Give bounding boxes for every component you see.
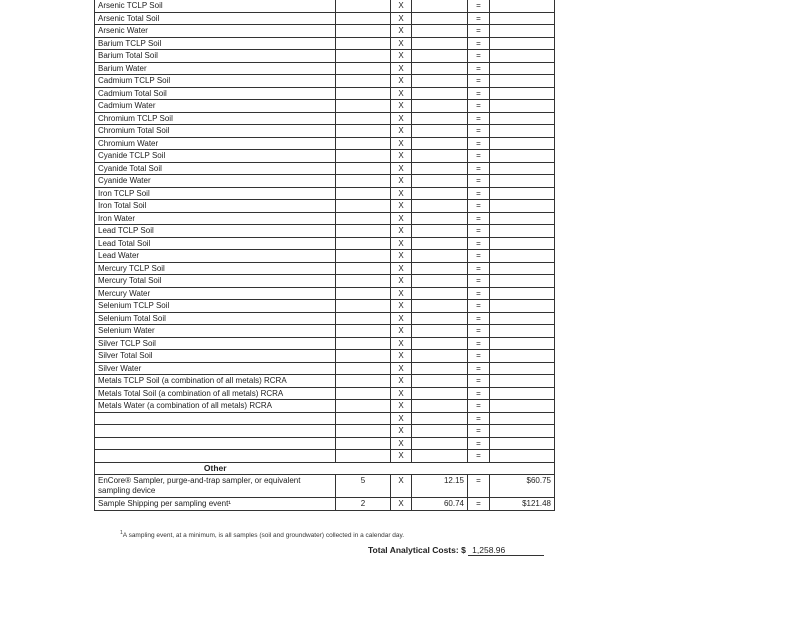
analyte-unit-cost xyxy=(412,325,468,338)
equals-sign: = xyxy=(468,62,490,75)
table-row xyxy=(95,300,555,313)
multiply-sign: X xyxy=(391,350,412,363)
analyte-unit-cost xyxy=(412,300,468,313)
analyte-qty xyxy=(336,37,391,50)
footnote-mark: 1 xyxy=(120,530,123,536)
analyte-unit-cost xyxy=(412,75,468,88)
multiply-sign: X xyxy=(391,212,412,225)
analyte-name xyxy=(95,425,336,438)
multiply-sign: X xyxy=(391,187,412,200)
analyte-name: Barium TCLP Soil xyxy=(95,37,336,50)
analyte-name: Iron Total Soil xyxy=(95,200,336,213)
other-item-unit-cost: 60.74 xyxy=(412,498,468,511)
multiply-sign: X xyxy=(391,498,412,511)
equals-sign: = xyxy=(468,150,490,163)
multiply-sign: X xyxy=(391,62,412,75)
analyte-qty xyxy=(336,275,391,288)
other-item-name: Sample Shipping per sampling event¹ xyxy=(95,498,336,511)
analyte-name: Silver Total Soil xyxy=(95,350,336,363)
total-analytical-costs xyxy=(368,545,544,556)
equals-sign: = xyxy=(468,200,490,213)
table-row xyxy=(95,200,555,213)
table-row xyxy=(95,125,555,138)
multiply-sign: X xyxy=(391,12,412,25)
analyte-qty xyxy=(336,350,391,363)
table-row xyxy=(95,425,555,438)
multiply-sign: X xyxy=(391,387,412,400)
analyte-unit-cost xyxy=(412,112,468,125)
analyte-total xyxy=(490,212,555,225)
other-item-qty: 5 xyxy=(336,475,391,498)
analyte-total xyxy=(490,275,555,288)
analyte-total xyxy=(490,75,555,88)
analyte-name: Mercury Water xyxy=(95,287,336,300)
equals-sign: = xyxy=(468,498,490,511)
analyte-qty xyxy=(336,362,391,375)
analyte-qty xyxy=(336,312,391,325)
table-row xyxy=(95,175,555,188)
equals-sign: = xyxy=(468,125,490,138)
equals-sign: = xyxy=(468,187,490,200)
analyte-unit-cost xyxy=(412,350,468,363)
analyte-name: Lead Total Soil xyxy=(95,237,336,250)
analyte-total xyxy=(490,200,555,213)
table-row xyxy=(95,137,555,150)
multiply-sign: X xyxy=(391,300,412,313)
analyte-total xyxy=(490,125,555,138)
table-row xyxy=(95,62,555,75)
multiply-sign: X xyxy=(391,425,412,438)
table-row xyxy=(95,387,555,400)
analyte-name: Chromium Total Soil xyxy=(95,125,336,138)
analyte-total xyxy=(490,225,555,238)
table-row xyxy=(95,37,555,50)
analyte-unit-cost xyxy=(412,175,468,188)
analyte-total xyxy=(490,287,555,300)
analyte-qty xyxy=(336,187,391,200)
equals-sign: = xyxy=(468,262,490,275)
equals-sign: = xyxy=(468,275,490,288)
analyte-total xyxy=(490,12,555,25)
table-row xyxy=(95,475,555,498)
analyte-qty xyxy=(336,0,391,12)
analyte-unit-cost xyxy=(412,450,468,463)
equals-sign: = xyxy=(468,400,490,413)
table-row xyxy=(95,337,555,350)
analyte-total xyxy=(490,437,555,450)
other-section-header xyxy=(95,462,555,475)
analyte-name: Cyanide Water xyxy=(95,175,336,188)
analyte-unit-cost xyxy=(412,275,468,288)
total-amount: 1,258.96 xyxy=(468,545,544,556)
other-item-total: $121.48 xyxy=(490,498,555,511)
analyte-qty xyxy=(336,200,391,213)
analyte-total xyxy=(490,112,555,125)
equals-sign: = xyxy=(468,475,490,498)
analyte-qty xyxy=(336,262,391,275)
analyte-total xyxy=(490,187,555,200)
analyte-unit-cost xyxy=(412,425,468,438)
multiply-sign: X xyxy=(391,400,412,413)
analyte-name: Barium Water xyxy=(95,62,336,75)
analyte-total xyxy=(490,412,555,425)
multiply-sign: X xyxy=(391,437,412,450)
table-row xyxy=(95,212,555,225)
footnote-text: A sampling event, at a minimum, is all samples (soil and groundwater) collected in a calendar day. xyxy=(122,532,405,540)
analyte-name: Cadmium TCLP Soil xyxy=(95,75,336,88)
table-row xyxy=(95,75,555,88)
equals-sign: = xyxy=(468,212,490,225)
analyte-total xyxy=(490,37,555,50)
analyte-total xyxy=(490,325,555,338)
analyte-total xyxy=(490,312,555,325)
table-row xyxy=(95,162,555,175)
analyte-qty xyxy=(336,12,391,25)
equals-sign: = xyxy=(468,162,490,175)
table-row xyxy=(95,450,555,463)
equals-sign: = xyxy=(468,87,490,100)
analyte-unit-cost xyxy=(412,25,468,38)
analyte-total xyxy=(490,50,555,63)
table-row xyxy=(95,187,555,200)
analyte-unit-cost xyxy=(412,150,468,163)
other-item-unit-cost: 12.15 xyxy=(412,475,468,498)
equals-sign: = xyxy=(468,12,490,25)
analyte-qty xyxy=(336,425,391,438)
analyte-unit-cost xyxy=(412,87,468,100)
analyte-name: Mercury Total Soil xyxy=(95,275,336,288)
multiply-sign: X xyxy=(391,125,412,138)
analyte-name: Lead TCLP Soil xyxy=(95,225,336,238)
multiply-sign: X xyxy=(391,362,412,375)
analyte-qty xyxy=(336,225,391,238)
analyte-unit-cost xyxy=(412,400,468,413)
table-row xyxy=(95,250,555,263)
analyte-total xyxy=(490,387,555,400)
analyte-unit-cost xyxy=(412,62,468,75)
analyte-unit-cost xyxy=(412,250,468,263)
multiply-sign: X xyxy=(391,200,412,213)
analyte-qty xyxy=(336,100,391,113)
analyte-qty xyxy=(336,300,391,313)
analyte-name: Arsenic TCLP Soil xyxy=(95,0,336,12)
analyte-name: Selenium Total Soil xyxy=(95,312,336,325)
analyte-name: Metals TCLP Soil (a combination of all metals) RCRA xyxy=(95,375,336,388)
analyte-unit-cost xyxy=(412,387,468,400)
analyte-qty xyxy=(336,400,391,413)
analyte-total xyxy=(490,137,555,150)
analyte-name: Iron Water xyxy=(95,212,336,225)
analyte-total xyxy=(490,162,555,175)
analyte-qty xyxy=(336,125,391,138)
other-item-qty: 2 xyxy=(336,498,391,511)
other-section-title: Other xyxy=(95,462,336,475)
total-label: Total Analytical Costs: xyxy=(368,545,459,555)
analyte-qty xyxy=(336,25,391,38)
table-row xyxy=(95,100,555,113)
analyte-unit-cost xyxy=(412,162,468,175)
analyte-qty xyxy=(336,450,391,463)
analyte-name: Lead Water xyxy=(95,250,336,263)
analyte-total xyxy=(490,62,555,75)
analyte-qty xyxy=(336,137,391,150)
footnote xyxy=(120,530,404,539)
analyte-unit-cost xyxy=(412,100,468,113)
analyte-name: Arsenic Total Soil xyxy=(95,12,336,25)
equals-sign: = xyxy=(468,350,490,363)
table-row xyxy=(95,25,555,38)
analyte-unit-cost xyxy=(412,287,468,300)
analyte-total xyxy=(490,100,555,113)
equals-sign: = xyxy=(468,375,490,388)
analyte-name: Iron TCLP Soil xyxy=(95,187,336,200)
table-row xyxy=(95,262,555,275)
multiply-sign: X xyxy=(391,450,412,463)
analyte-name: Arsenic Water xyxy=(95,25,336,38)
table-row xyxy=(95,275,555,288)
analyte-total xyxy=(490,362,555,375)
table-row xyxy=(95,12,555,25)
table-row xyxy=(95,412,555,425)
analyte-total xyxy=(490,375,555,388)
analyte-name: Metals Total Soil (a combination of all metals) RCRA xyxy=(95,387,336,400)
equals-sign: = xyxy=(468,425,490,438)
multiply-sign: X xyxy=(391,412,412,425)
analyte-qty xyxy=(336,112,391,125)
multiply-sign: X xyxy=(391,25,412,38)
equals-sign: = xyxy=(468,237,490,250)
analyte-name xyxy=(95,450,336,463)
equals-sign: = xyxy=(468,50,490,63)
analyte-total xyxy=(490,450,555,463)
analyte-total xyxy=(490,150,555,163)
analyte-qty xyxy=(336,212,391,225)
analyte-total xyxy=(490,262,555,275)
analyte-unit-cost xyxy=(412,237,468,250)
analyte-name: Barium Total Soil xyxy=(95,50,336,63)
analyte-qty xyxy=(336,337,391,350)
analyte-unit-cost xyxy=(412,212,468,225)
equals-sign: = xyxy=(468,0,490,12)
multiply-sign: X xyxy=(391,175,412,188)
analyte-name: Chromium Water xyxy=(95,137,336,150)
equals-sign: = xyxy=(468,287,490,300)
multiply-sign: X xyxy=(391,225,412,238)
equals-sign: = xyxy=(468,250,490,263)
analyte-unit-cost xyxy=(412,37,468,50)
table-row xyxy=(95,225,555,238)
table-row xyxy=(95,287,555,300)
analyte-qty xyxy=(336,162,391,175)
equals-sign: = xyxy=(468,362,490,375)
table-row xyxy=(95,375,555,388)
multiply-sign: X xyxy=(391,100,412,113)
analyte-name xyxy=(95,412,336,425)
multiply-sign: X xyxy=(391,50,412,63)
multiply-sign: X xyxy=(391,237,412,250)
analyte-qty xyxy=(336,412,391,425)
analyte-qty xyxy=(336,87,391,100)
analyte-unit-cost xyxy=(412,125,468,138)
analyte-unit-cost xyxy=(412,12,468,25)
analyte-qty xyxy=(336,150,391,163)
analyte-qty xyxy=(336,375,391,388)
table-row xyxy=(95,312,555,325)
analyte-name: Cyanide Total Soil xyxy=(95,162,336,175)
multiply-sign: X xyxy=(391,0,412,12)
analyte-qty xyxy=(336,75,391,88)
analyte-unit-cost xyxy=(412,0,468,12)
analyte-total xyxy=(490,337,555,350)
analyte-total xyxy=(490,250,555,263)
table-row xyxy=(95,50,555,63)
multiply-sign: X xyxy=(391,337,412,350)
equals-sign: = xyxy=(468,175,490,188)
equals-sign: = xyxy=(468,337,490,350)
equals-sign: = xyxy=(468,112,490,125)
analyte-name: Chromium TCLP Soil xyxy=(95,112,336,125)
analyte-total xyxy=(490,175,555,188)
analyte-unit-cost xyxy=(412,200,468,213)
analyte-unit-cost xyxy=(412,437,468,450)
table-row xyxy=(95,400,555,413)
multiply-sign: X xyxy=(391,250,412,263)
analyte-name: Cyanide TCLP Soil xyxy=(95,150,336,163)
equals-sign: = xyxy=(468,412,490,425)
other-item-total: $60.75 xyxy=(490,475,555,498)
equals-sign: = xyxy=(468,450,490,463)
analyte-total xyxy=(490,25,555,38)
table-row xyxy=(95,325,555,338)
analyte-qty xyxy=(336,325,391,338)
analyte-name xyxy=(95,437,336,450)
multiply-sign: X xyxy=(391,112,412,125)
table-row xyxy=(95,150,555,163)
analyte-total xyxy=(490,237,555,250)
multiply-sign: X xyxy=(391,87,412,100)
multiply-sign: X xyxy=(391,312,412,325)
analyte-name: Mercury TCLP Soil xyxy=(95,262,336,275)
multiply-sign: X xyxy=(391,162,412,175)
multiply-sign: X xyxy=(391,37,412,50)
analyte-qty xyxy=(336,387,391,400)
analyte-qty xyxy=(336,250,391,263)
multiply-sign: X xyxy=(391,75,412,88)
analyte-unit-cost xyxy=(412,337,468,350)
equals-sign: = xyxy=(468,300,490,313)
analyte-unit-cost xyxy=(412,412,468,425)
equals-sign: = xyxy=(468,75,490,88)
equals-sign: = xyxy=(468,225,490,238)
table-row xyxy=(95,437,555,450)
analyte-unit-cost xyxy=(412,312,468,325)
table-row xyxy=(95,0,555,12)
analyte-unit-cost xyxy=(412,50,468,63)
analyte-name: Silver Water xyxy=(95,362,336,375)
equals-sign: = xyxy=(468,312,490,325)
multiply-sign: X xyxy=(391,375,412,388)
table-row xyxy=(95,350,555,363)
analyte-name: Silver TCLP Soil xyxy=(95,337,336,350)
analyte-name: Cadmium Water xyxy=(95,100,336,113)
analyte-rows xyxy=(95,0,555,462)
analyte-total xyxy=(490,300,555,313)
analyte-unit-cost xyxy=(412,262,468,275)
multiply-sign: X xyxy=(391,137,412,150)
table-row xyxy=(95,362,555,375)
analyte-name: Selenium Water xyxy=(95,325,336,338)
equals-sign: = xyxy=(468,37,490,50)
analyte-qty xyxy=(336,437,391,450)
analyte-total xyxy=(490,400,555,413)
multiply-sign: X xyxy=(391,262,412,275)
analyte-qty xyxy=(336,50,391,63)
analyte-unit-cost xyxy=(412,362,468,375)
analyte-total xyxy=(490,87,555,100)
multiply-sign: X xyxy=(391,275,412,288)
analyte-name: Selenium TCLP Soil xyxy=(95,300,336,313)
analyte-name: Metals Water (a combination of all metals) RCRA xyxy=(95,400,336,413)
analyte-qty xyxy=(336,237,391,250)
table-row xyxy=(95,87,555,100)
equals-sign: = xyxy=(468,100,490,113)
multiply-sign: X xyxy=(391,325,412,338)
analyte-total xyxy=(490,0,555,12)
analyte-name: Cadmium Total Soil xyxy=(95,87,336,100)
equals-sign: = xyxy=(468,387,490,400)
analyte-unit-cost xyxy=(412,225,468,238)
analytical-cost-table xyxy=(94,0,555,511)
table-row xyxy=(95,237,555,250)
table-row xyxy=(95,112,555,125)
analyte-qty xyxy=(336,62,391,75)
multiply-sign: X xyxy=(391,150,412,163)
analyte-total xyxy=(490,425,555,438)
analyte-unit-cost xyxy=(412,137,468,150)
equals-sign: = xyxy=(468,325,490,338)
analyte-total xyxy=(490,350,555,363)
equals-sign: = xyxy=(468,437,490,450)
analyte-unit-cost xyxy=(412,375,468,388)
cost-sheet xyxy=(94,0,554,511)
analyte-qty xyxy=(336,175,391,188)
other-item-name: EnCore® Sampler, purge-and-trap sampler, or equivalent sampling device xyxy=(95,475,336,498)
analyte-qty xyxy=(336,287,391,300)
table-row xyxy=(95,498,555,511)
multiply-sign: X xyxy=(391,475,412,498)
equals-sign: = xyxy=(468,25,490,38)
equals-sign: = xyxy=(468,137,490,150)
analyte-unit-cost xyxy=(412,187,468,200)
total-currency: $ xyxy=(461,545,466,555)
multiply-sign: X xyxy=(391,287,412,300)
